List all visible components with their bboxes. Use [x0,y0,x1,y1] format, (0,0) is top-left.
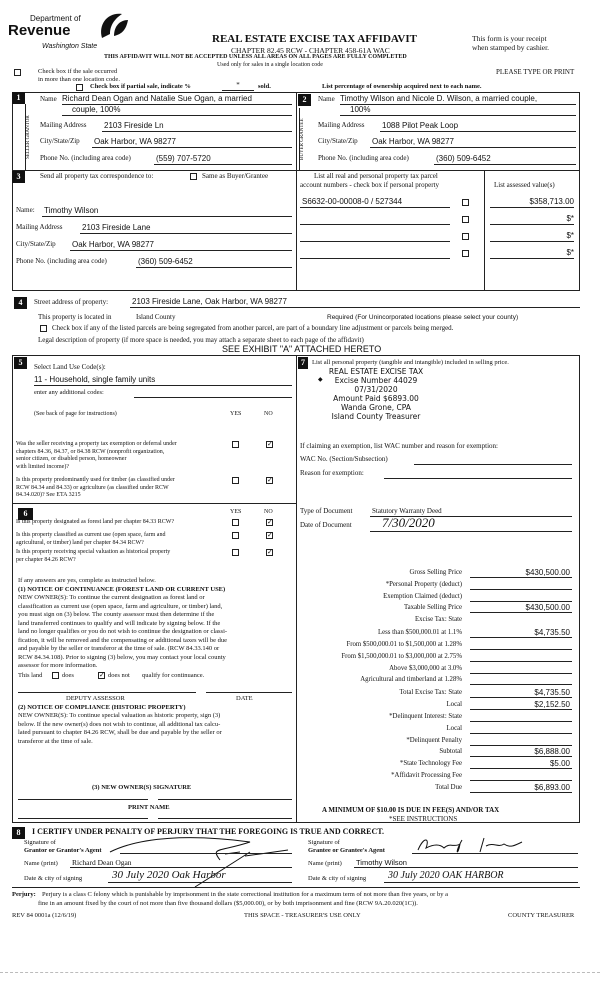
stamp-line: REAL ESTATE EXCISE TAX [328,367,424,376]
multi-location-checkbox[interactable] [14,69,21,76]
perjury-label: Perjury: [12,891,36,898]
perjury-text: Perjury is a class C felony which is punishable by imprisonment in the state correctional institution for a maximum term of not more than five years, or by a [42,891,448,898]
no-checkbox[interactable]: ✓ [267,548,273,556]
signature-of-label: Signature of [24,839,56,846]
wac-label: WAC No. (Section/Subsection) [300,455,388,463]
yes-checkbox[interactable] [232,519,239,526]
underline [92,147,292,148]
name-label: Name [40,95,57,103]
underline [70,867,292,868]
underline [120,853,292,854]
question-text: Is this property designated as forest land per chapter 84.33 RCW? [16,519,175,525]
underline [470,733,572,734]
doc-type-label: Type of Document [300,507,353,515]
parcel-header: account numbers - check box if personal property [300,181,439,189]
assessor-date-field[interactable] [206,692,292,693]
multi-location-label: Check box if the sale occurred [38,68,118,75]
print-name-label: PRINT NAME [128,804,170,811]
legal-label: Legal description of property (if more space is needed, you may attach a separate sheet to each page of the affidavit) [38,336,364,344]
does-label: does [62,672,74,679]
seller-name-field-2[interactable]: couple, 100% [72,105,121,114]
segregated-label: Check box if any of the listed parcels are being segregated from another parcel, are part of a boundary line adjustment or parcels being merged. [52,324,454,332]
yes-checkbox[interactable] [232,477,239,484]
chapter: CHAPTER 82.45 RCW - CHAPTER 458-61A WAC [231,46,390,55]
question-text: Is this property receiving special valuation as historical property [16,549,171,555]
question-text: RCW 84.34 and 84.33) or agriculture (as classified under RCW [16,484,169,491]
section-number: 5 [14,357,27,369]
grantor-agent-label: Grantor or Grantor's Agent [24,847,102,854]
doc-date-field[interactable]: 7/30/2020 [382,515,435,530]
personal-property-checkbox[interactable] [462,233,469,240]
underline [470,673,572,674]
fee-label: *Delinquent Interest: State [389,713,462,720]
buyer-name-field[interactable]: Timothy Wilson and Nicole D. Wilson, a married couple, [340,94,538,103]
underline [470,589,572,590]
assessed-value-field[interactable]: $358,713.00 [529,197,574,206]
yes-checkbox[interactable] [232,532,239,539]
underline [154,164,292,165]
see-back-note: (See back of page for instructions) [34,411,117,417]
perjury-text: fine in an amount fixed by the court of not more than five thousand dollars ($5,000.00), or by both imprisonment and fine (RCW 9A.20.020(1C)). [38,900,418,907]
question-text: chapters 84.36, 84.37, or 84.38 RCW (nonprofit organization, [16,448,165,455]
city-label: City/State/Zip [40,137,80,145]
underline [300,241,450,242]
underline [130,307,580,308]
corr-phone-field[interactable]: (360) 509-6452 [138,257,193,266]
question-text: Is this property classified as current use (open space, farm and [16,532,166,538]
fee-value-field[interactable]: $5.00 [549,759,570,769]
notice-text: transferor at the time of sale. [18,737,93,745]
underline [490,207,574,208]
no-checkbox[interactable]: ✓ [267,440,273,448]
notice-text: RCW 84.34.108). Prior to signing (3) below, you may contact your local county [18,653,226,661]
fee-label: Above $3,000,000 at 3.0% [389,664,462,672]
fee-label: Taxable Selling Price [403,604,462,612]
grantee-agent-label: Grantee or Grantee's Agent [308,847,385,854]
fee-label: Total Due [435,783,462,791]
buyer-name-field-2[interactable]: 100% [350,105,371,114]
fee-label: *State Technology Fee [399,760,462,768]
underline [340,104,576,105]
parcel-number-field[interactable]: S6632-00-00008-0 / 527344 [302,197,403,206]
fee-label: *Delinquent Penalty [406,736,462,744]
underline [490,241,574,242]
underline [102,131,292,132]
receipt-note: when stamped by cashier. [472,43,550,52]
section-number: 6 [18,508,33,520]
partial-sale-checkbox[interactable] [76,84,83,91]
fee-label: Less than $500,000.01 at 1.1% [377,629,462,637]
fee-label: Excise Tax: State [415,616,462,624]
correspondence-label: Send all property tax correspondence to: [40,172,154,180]
reason-field[interactable] [384,478,572,479]
grantor-date-city-field[interactable]: 30 July 2020 Oak Harbor [112,869,226,881]
doc-date-label: Date of Document [300,521,352,529]
underline [370,147,576,148]
additional-codes-label: enter any additional codes: [34,389,104,396]
phone-label: Phone No. (including area code) [40,154,131,162]
underline [470,661,572,662]
personal-property-checkbox[interactable] [462,216,469,223]
name-label: Name: [16,206,35,214]
question-text: with limited income)? [16,463,69,470]
county-required-note: Required (For Unincorporated locations please select your county) [327,314,519,321]
new-owner-signature-title: (3) NEW OWNER(S) SIGNATURE [92,784,192,791]
reason-label: Reason for exemption: [300,469,364,477]
underline [370,531,572,532]
seller-phone-field[interactable]: (559) 707-5720 [156,154,211,163]
underline [108,882,292,883]
mail-label: Mailing Address [318,121,365,129]
notice-text: lated pursuant to chapter 84.26 RCW, shall be due and payable by the seller or [18,729,222,736]
assessed-header: List assessed value(s) [494,181,555,189]
new-owner-signature-field[interactable] [158,799,292,800]
certify-statement: I CERTIFY UNDER PENALTY OF PERJURY THAT THE FOREGOING IS TRUE AND CORRECT. [32,827,385,836]
date-city-label: Date & city of signing [24,875,83,882]
corr-name-field[interactable]: Timothy Wilson [44,206,99,215]
notice-text: land no longer qualifies or you do not wish to continue the designation or classi- [18,628,228,635]
does-not-checkbox[interactable]: ✓ [99,671,105,679]
assessed-value-field[interactable]: $* [566,214,574,223]
underline [470,792,572,793]
underline [470,756,572,757]
notice-text: classification as current use (open space, farm and agriculture, or timber) land, [18,602,223,610]
fee-label: Local [446,724,462,732]
underline [80,233,292,234]
doc-type-field[interactable]: Statutory Warranty Deed [372,507,442,515]
section-number: 3 [12,171,25,183]
fee-value-field[interactable]: $4,735.50 [534,628,570,638]
yes-header: YES [230,411,242,417]
form-number: REV 84 0001a (12/6/19) [12,912,77,919]
stamp-line: Island County Treasurer [331,412,421,421]
fee-label: Gross Selling Price [409,569,462,576]
date-city-label: Date & city of signing [308,875,367,882]
underline [300,207,450,208]
same-as-buyer-label: Same as Buyer/Grantee [202,172,269,180]
corr-mail-field[interactable]: 2103 Fireside Lane [82,223,151,232]
underline [490,258,574,259]
stamp-line: Wanda Grone, CPA [341,403,411,412]
city-label: City/State/Zip [16,240,56,248]
deputy-assessor-label: DEPUTY ASSESSOR [66,695,125,702]
yes-checkbox[interactable] [232,441,239,448]
fee-label: *Affidavit Processing Fee [391,772,462,779]
this-land-label: This land [18,672,43,679]
fee-label: Agricultural and timberland at 1.28% [360,676,462,684]
no-checkbox[interactable]: ✓ [267,476,273,484]
underline [470,745,572,746]
legal-description-field[interactable]: SEE EXHIBIT "A" ATTACHED HERETO [222,344,382,354]
fee-label: From $500,000.01 to $1,500,000 at 1.28% [346,641,462,648]
fee-label: *Personal Property (deduct) [385,580,462,588]
underline [470,577,572,578]
divider [296,92,297,291]
buyer-grantee-label: BUYER GRANTEE [299,108,311,170]
mail-label: Mailing Address [40,121,87,129]
no-header: NO [264,509,273,515]
buyer-mail-field[interactable]: 1088 Pilot Peak Loop [382,121,459,130]
section-number: 4 [14,297,27,309]
city-label: City/State/Zip [318,137,358,145]
fee-value-field[interactable]: $6,893.00 [534,782,570,792]
stamp-line: Amount Paid $6893.00 [333,394,419,403]
seller-city-field[interactable]: Oak Harbor, WA 98277 [94,137,176,146]
notice-text: you must sign on (3) below. The county assessor must then determine if the [18,611,215,618]
parcel-header: List all real and personal property tax parcel [314,172,438,180]
multi-location-label: in more than one location code. [38,76,120,83]
located-label: This property is located in [38,313,112,321]
receipt-note: This form is your receipt [472,34,547,43]
underline [470,601,572,602]
scan-edge [0,972,600,973]
sold-label: sold. [258,83,271,90]
notice-text: below. If the new owner(s) does not wish to continue, all additional tax calcu- [18,720,221,728]
notice-text: NEW OWNER(S): To continue special valuation as historic property, sign (3) [18,712,221,719]
minimum-due-note: A MINIMUM OF $10.00 IS DUE IN FEE(S) AND/OR TAX [322,806,500,814]
deputy-assessor-signature[interactable] [18,692,196,693]
logo-name: Revenue [8,22,71,39]
underline [470,637,572,638]
wac-field[interactable] [414,464,572,465]
question-text: 84.34.020)? See ETA 3215 [16,492,81,498]
county-treasurer-label: COUNTY TREASURER [508,912,575,919]
personal-property-checkbox[interactable] [462,199,469,206]
stamp-line: 07/31/2020 [354,385,398,394]
name-label: Name [318,95,335,103]
phone-label: Phone No. (including area code) [318,154,409,162]
assessed-value-field[interactable]: $* [566,248,574,257]
section-number: 1 [12,92,25,104]
qualify-label: qualify for continuance. [142,672,205,679]
yes-header: YES [230,509,242,515]
no-checkbox[interactable]: ✓ [267,531,273,539]
please-type: PLEASE TYPE OR PRINT [496,68,575,76]
seller-mail-field[interactable]: 2103 Fireside Ln [104,121,164,130]
underline [354,867,578,868]
logo-swirl-icon [96,10,130,42]
county-select[interactable]: Island County [136,313,176,321]
underline [300,258,450,259]
fee-label: From $1,500,000.01 to $3,000,000 at 2.75% [341,652,462,660]
buyer-city-field[interactable]: Oak Harbor, WA 98277 [372,137,454,146]
same-as-buyer-checkbox[interactable] [190,173,197,180]
seller-name-field[interactable]: Richard Dean Ogan and Natalie Sue Ogan, a married [62,94,252,103]
notice-text: fication, it will be removed and the compensating or additional taxes will be due [18,636,228,644]
question-text: Is this property predominantly used for timber (as classified under [16,477,175,483]
grantor-print-name-field[interactable]: Richard Dean Ogan [72,858,132,867]
name-print-label: Name (print) [308,860,342,867]
underline [490,224,574,225]
date-label: DATE [236,695,253,702]
underline [380,131,576,132]
land-use-select[interactable]: 11 - Household, single family units [34,375,156,384]
underline [340,115,576,116]
street-label: Street address of property: [34,298,109,306]
fee-value-field[interactable]: $6,888.00 [534,747,570,757]
grantee-print-name-field[interactable]: Timothy Wilson [356,858,407,867]
phone-label: Phone No. (including area code) [16,257,107,265]
underline [470,721,572,722]
divider [296,355,297,823]
warning: THIS AFFIDAVIT WILL NOT BE ACCEPTED UNLESS ALL AREAS ON ALL PAGES ARE FULLY COMPLETED [104,54,407,60]
logo-dept: Department of [30,14,81,23]
fee-value-field[interactable]: $430,500.00 [525,568,570,577]
notice-continuance-title: (1) NOTICE OF CONTINUANCE (FOREST LAND OR CURRENT USE) [18,586,226,593]
fee-label: Subtotal [439,748,462,756]
divider [12,503,296,504]
notice-text: land transferred continues to qualify and will indicate by signing below. If the [18,619,221,627]
fee-value-field[interactable]: $430,500.00 [525,603,570,613]
corr-city-field[interactable]: Oak Harbor, WA 98277 [72,240,154,249]
see-instructions-note: *SEE INSTRUCTIONS [389,815,458,823]
additional-codes-field[interactable] [134,397,292,398]
personal-property-label: List all personal property (tangible and intangible) included in selling price. [312,359,509,366]
divider [12,887,580,888]
underline [384,882,578,883]
print-name-field[interactable] [18,818,148,819]
underline [62,115,292,116]
segregated-checkbox[interactable] [40,325,47,332]
fee-value-field[interactable]: $4,735.50 [534,688,570,698]
underline [470,709,572,710]
underline [412,853,578,854]
fee-label: Exemption Claimed (deduct) [383,592,462,600]
section-number: 2 [298,94,311,106]
underline [470,768,572,769]
underline [136,267,292,268]
stamp-line: Excise Number 44029 [334,376,418,385]
section-number: 7 [298,357,308,369]
if-yes-note: If any answers are yes, complete as instructed below. [18,577,156,584]
fee-label: Local [446,701,462,709]
treasurer-use-label: THIS SPACE - TREASURER'S USE ONLY [244,912,361,919]
notice-text: NEW OWNER(S): To continue the current designation as forest land or [18,594,205,601]
assessed-value-field[interactable]: $* [566,231,574,240]
property-street-field[interactable]: 2103 Fireside Lane, Oak Harbor, WA 98277 [132,297,287,306]
form-title: REAL ESTATE EXCISE TAX AFFIDAVIT [212,33,417,45]
seller-grantor-label: SELLER GRANTOR [25,104,37,170]
does-not-label: does not [108,672,130,679]
stamp-bullet-icon: ◆ [318,377,323,383]
notice-compliance-title: (2) NOTICE OF COMPLIANCE (HISTORIC PROPERTY) [18,704,186,711]
exemption-label: If claiming an exemption, list WAC number and reason for exemption: [300,442,498,450]
no-checkbox[interactable]: ✓ [267,518,273,526]
mail-label: Mailing Address [16,223,63,231]
fee-value-field[interactable]: $2,152.50 [534,700,570,710]
underline [434,164,576,165]
underline [470,612,572,613]
does-checkbox[interactable] [52,672,59,679]
used-only: Used only for sales in a single location code [217,62,323,68]
buyer-phone-field[interactable]: (360) 509-6452 [436,154,491,163]
question-text: Was the seller receiving a property tax exemption or deferral under [16,441,177,447]
notice-text: assessor for more information. [18,662,98,669]
name-print-label: Name (print) [24,860,58,867]
underline [300,224,450,225]
no-header: NO [264,411,273,417]
grantee-date-city-field[interactable]: 30 July 2020 OAK HARBOR [388,870,504,881]
land-use-label: Select Land Use Code(s): [34,363,106,371]
question-text: per chapter 84.26 RCW? [16,556,76,563]
print-name-field[interactable] [158,818,292,819]
underline [470,697,572,698]
question-text: agricultural, or timber) land per chapter 84.34 RCW? [16,539,144,546]
notice-text: and payable by the seller or transferor at the time of sale. (RCW 84.33.140 or [18,645,220,652]
divider [484,171,485,291]
list-pct-label: List percentage of ownership acquired next to each name. [322,83,482,90]
personal-property-checkbox[interactable] [462,250,469,257]
yes-checkbox[interactable] [232,549,239,556]
partial-percent-field[interactable]: * [222,81,254,91]
question-text: senior citizen, or disabled person, homeowner [16,456,127,462]
new-owner-signature-field[interactable] [18,799,148,800]
underline [470,684,572,685]
underline [470,780,572,781]
section-number: 8 [12,827,25,839]
signature-of-label: Signature of [308,839,340,846]
underline [70,250,292,251]
underline [42,216,292,217]
partial-label: Check box if partial sale, indicate % [90,83,191,90]
underline [34,385,292,386]
fee-label: Total Excise Tax: State [399,689,462,697]
underline [470,649,572,650]
logo-state: Washington State [42,43,98,50]
